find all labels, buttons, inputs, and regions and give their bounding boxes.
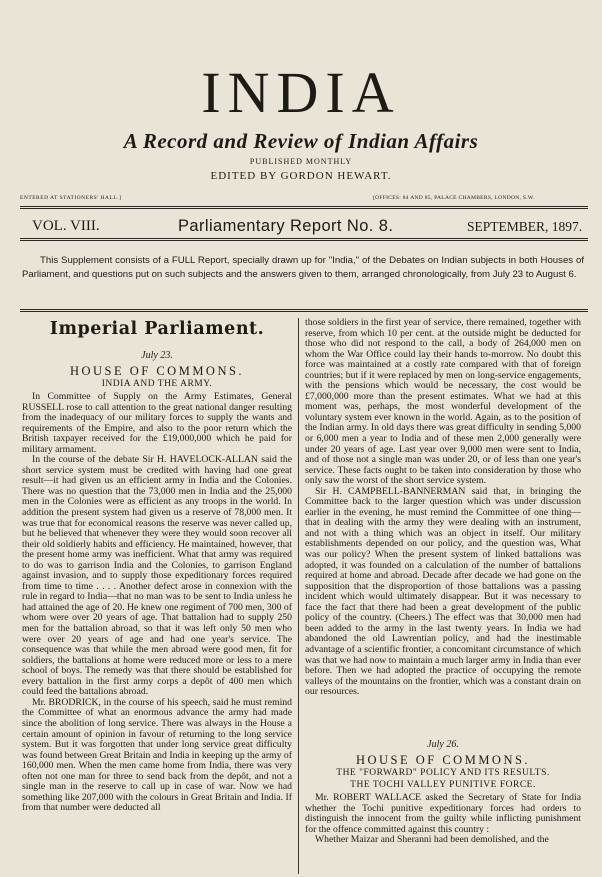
right-column [305,318,581,698]
article-paragraph: In Committee of Supply on the Army Estimates, General RUSSELL rose to call attention to the great national danger resulting from the inadequacy of our military forces to supply the wants and requirements of the Empire, and also to the poor return which the British taxpayer received for the £19,000,000 which he paid for military armament. [22,391,292,455]
article-paragraph: Whether Maizar and Sheranni had been demolished, and the [315,834,549,846]
debate-date: July 23. [141,350,173,361]
supplement-note: This Supplement consists of a FULL Report, specially drawn up for "India," of the Debates on Indian subjects in both Houses of Parliament, and questions put on such subjects and the answers given to them, arranged chronologically, from July 23 to August 6. [22,254,584,280]
column-divider [298,318,299,874]
left-column [22,318,292,814]
stationers-hall-note: ENTERED AT STATIONERS' HALL.] [20,195,122,201]
volume-number: VOL. VIII. [32,218,100,234]
article-paragraph: Mr. ROBERT WALLACE asked the Secretary of State for India whether the Tochi punitive expeditionary forces had orders to distinguish the innocent from the guilty while inflicting punishment for the offence committed against this country : [305,792,581,835]
issue-rule [20,238,588,241]
issue-date: SEPTEMBER, 1897. [467,219,583,234]
offices-address: [OFFICES: 84 AND 85, PALACE CHAMBERS, LONDON, S.W. [373,195,535,201]
section-heading: Imperial Parliament. [49,319,265,339]
editor-line: EDITED BY GORDON HEWART. [210,170,392,182]
right-column-second-debate [305,739,581,846]
masthead-subtitle: A Record and Review of Indian Affairs [123,129,479,153]
article-paragraph: those soldiers in the first year of service, there remained, together with reserve, from which 10 per cent. at the outside might be deducted for those who did not respond to the call, a body of 264,000 men on whom the War Office could lay their hands to-morrow. No doubt this force was maintained at a costly rate compared with that of foreign countries; but if it were replaced by men on long-service engagements, with the pensions which would be necessary, the cost would be £7,000,000 more than the present estimates. What we had at this moment was, perhaps, the most wonderful development of the voluntary system ever known in the world. Again, as to the position of the Indian army. In old days there was great difficulty in sending 5,000 or 6,000 men a year to India and of these men 2,000 generally were under 20 years of age. Last year over 9,000 men were sent to India, and of those not a single man was under 20, or of less than one year's service. These facts ought to be taken into consideration by those who only saw the worst of the short service system. [305,317,581,487]
report-title: Parliamentary Report No. 8. [178,217,394,235]
article-paragraph: Mr. BRODRICK, in the course of his speech, said he must remind the Committee of what an enormous advance the army had made since the abolition of long service. There was always in the House a certain amount of opinion in favour of returning to the long service system. But it was forgotten that under long service great difficulty was found between Great Britain and India in keeping up the army of 160,000 men. When the men came home from India, there was very often not one man for three to send back from the depôt, and not a single man in the reserve to call up in case of war. Now we had something like 207,000 with the colours in Great Britain and India. If from that number were deducted all [22,696,292,814]
topic-heading: INDIA AND THE ARMY. [101,379,213,389]
masthead-rule [20,206,588,209]
topic-subheading: THE TOCHI VALLEY PUNITIVE FORCE. [350,780,536,790]
debate-date: July 26. [427,739,459,750]
masthead-title: INDIA [201,60,401,125]
topic-heading: THE "FORWARD" POLICY AND ITS RESULTS. [336,768,550,778]
house-heading: HOUSE OF COMMONS. [355,753,531,767]
house-heading: HOUSE OF COMMONS. [69,364,245,378]
article-paragraph: In the course of the debate Sir H. HAVELOCK-ALLAN said the short service system must be credited with having had one great result—it had given us an efficient army in India and the Colonies. There was no question that the 73,000 men in India and the 25,000 men in the Colonies were as efficient as any troops in the world. In addition the present system had given us a reserve of 78,000 men. It was true that for economical reasons the reserve was never called up, but he believed that whenever they were they would soon recover all their old soldierly habits and efficiency. He maintained, however, that the present home army was inefficient. What that army was required to do was to garrison India and the Colonies, to garrison England against invasion, and to supply those expeditionary forces required from time to time . . . . Another defect arose in connexion with the rule in regard to India—that no man was to be sent to India unless he had attained the age of 20. He knew one regiment of 700 men, 300 of whom were over 20 years of age. That battalion had to supply 250 men for the battalion abroad, so that it was left only 50 men who were over 20 years of age and had one year's service. The consequence was that while the men abroad were good men, fit for soldiers, the battalions at home were reduced more or less to a mere school of boys. The remedy was that there should be established for every battalion in the first army corps a depôt of 400 men which could feed the battalions abroad. [22,454,292,698]
article-paragraph: Sir H. CAMPBELL-BANNERMAN said that, in bringing the Committee back to the larger question which was under discussion earlier in the evening, he must remind the Committee of one thing—that in dealing with the army they were dealing with an instrument, and not with a thing which was an object in itself. Our military establishments depended on our policy, and the question was, What was our policy? When the present system of linked battalions was adopted, it was founded on a calculation of the number of battalions required at home and abroad. Decade after decade we had gone on the supposition that the disproportion of those battalions was a passing incident which would ultimately disappear. But it was necessary to face the fact that there had been a great development of the public policy of the country. (Cheers.) The effect was that 30,000 men had been added to the army in the last twenty years. In India we had abandoned the old Lawrentian policy, and had the inestimable advantage of a scientific frontier, a concomitant circumstance of which was that we had now to maintain a much larger army in India than ever before. Then we had adopted the practice of occupying the remote valleys of the mountains on the frontier, which was a constant drain on our resources. [305,485,581,698]
published-monthly: PUBLISHED MONTHLY [249,157,353,166]
content-rule [20,309,588,312]
